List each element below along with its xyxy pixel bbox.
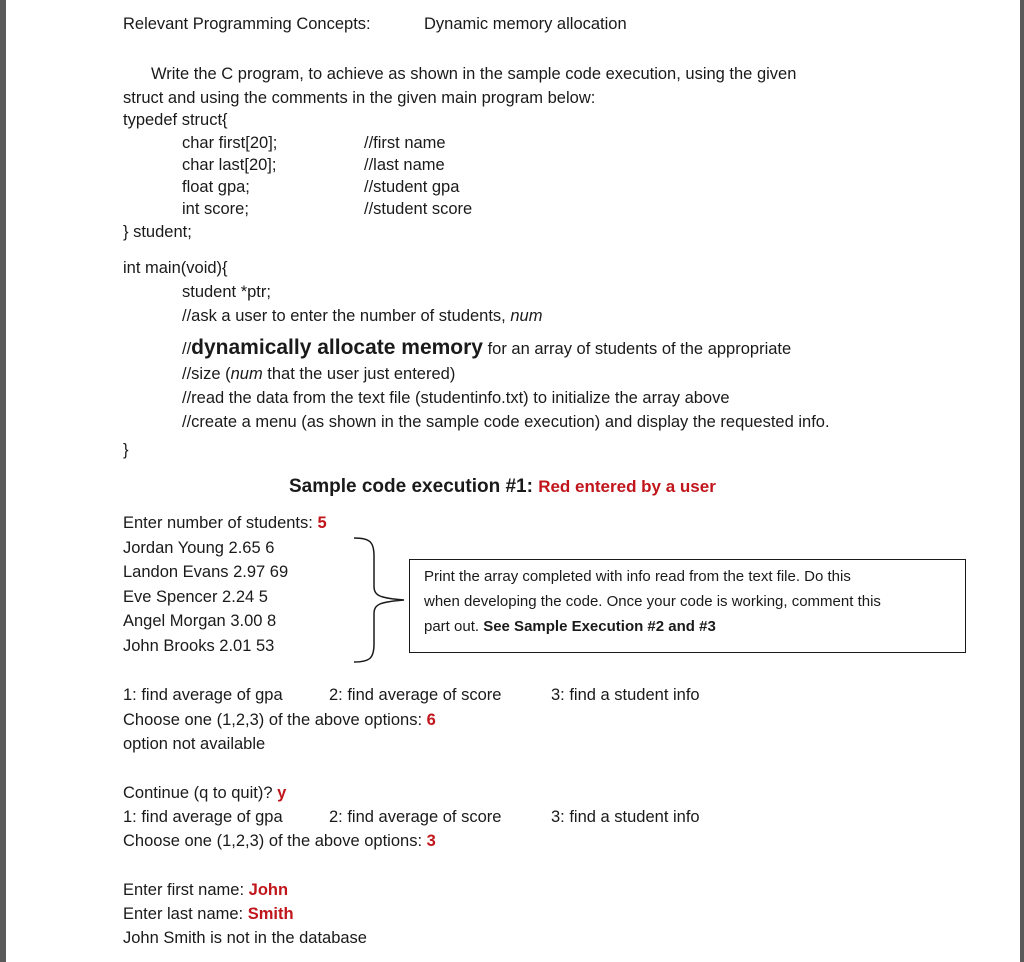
lookup-result: John Smith is not in the database <box>123 929 367 947</box>
struct-open: typedef struct{ <box>123 111 228 129</box>
choose-prompt: Choose one (1,2,3) of the above options: 6 <box>123 711 436 729</box>
student-line: Angel Morgan 3.00 8 <box>123 612 277 630</box>
intro-line-2: struct and using the comments in the given main program below: <box>123 89 596 107</box>
main-comment-3: //size (num that the user just entered) <box>182 365 456 383</box>
struct-field-comment: //student gpa <box>364 178 460 196</box>
student-line: John Brooks 2.01 53 <box>123 637 275 655</box>
main-ptr-decl: student *ptr; <box>182 283 271 301</box>
option-not-available: option not available <box>123 735 266 753</box>
struct-field-decl: int score; <box>182 200 249 218</box>
menu-option-1: 1: find average of gpa <box>123 808 283 826</box>
concepts-value: Dynamic memory allocation <box>424 15 627 33</box>
main-comment-4: //read the data from the text file (studentinfo.txt) to initialize the array above <box>182 389 730 407</box>
struct-close: } student; <box>123 223 192 241</box>
callout-line-3: part out. See Sample Execution #2 and #3 <box>424 618 716 635</box>
main-comment-5: //create a menu (as shown in the sample code execution) and display the requested info. <box>182 413 830 431</box>
menu-option-2: 2: find average of score <box>329 686 502 704</box>
student-line: Eve Spencer 2.24 5 <box>123 588 268 606</box>
choose-prompt: Choose one (1,2,3) of the above options: 3 <box>123 832 436 850</box>
concepts-label: Relevant Programming Concepts: <box>123 15 371 33</box>
sample-heading: Sample code execution #1: Red entered by a user <box>289 476 716 497</box>
struct-field-decl: float gpa; <box>182 178 250 196</box>
main-comment-1: //ask a user to enter the number of students, num <box>182 307 543 325</box>
struct-field-decl: char first[20]; <box>182 134 278 152</box>
struct-field-decl: char last[20]; <box>182 156 277 174</box>
struct-field-comment: //last name <box>364 156 445 174</box>
last-name-prompt: Enter last name: Smith <box>123 905 294 923</box>
student-line: Landon Evans 2.97 69 <box>123 563 289 581</box>
main-open: int main(void){ <box>123 259 228 277</box>
struct-field-comment: //student score <box>364 200 473 218</box>
menu-option-3: 3: find a student info <box>551 808 700 826</box>
main-close: } <box>123 441 129 459</box>
menu-option-2: 2: find average of score <box>329 808 502 826</box>
callout-line-1: Print the array completed with info read from the text file. Do this <box>424 568 851 585</box>
main-comment-2: //dynamically allocate memory for an array of students of the appropriate <box>182 336 792 359</box>
callout-box <box>409 559 966 653</box>
continue-prompt: Continue (q to quit)? y <box>123 784 287 802</box>
right-page-edge <box>1020 0 1024 962</box>
student-line: Jordan Young 2.65 6 <box>123 539 275 557</box>
prompt-num-students: Enter number of students: 5 <box>123 514 327 532</box>
curly-brace-icon <box>352 536 412 664</box>
menu-option-3: 3: find a student info <box>551 686 700 704</box>
left-page-edge <box>0 0 6 962</box>
callout-line-2: when developing the code. Once your code is working, comment this <box>424 593 881 610</box>
struct-field-comment: //first name <box>364 134 446 152</box>
intro-line-1: Write the C program, to achieve as shown in the sample code execution, using the given <box>151 65 797 83</box>
menu-option-1: 1: find average of gpa <box>123 686 283 704</box>
first-name-prompt: Enter first name: John <box>123 881 289 899</box>
